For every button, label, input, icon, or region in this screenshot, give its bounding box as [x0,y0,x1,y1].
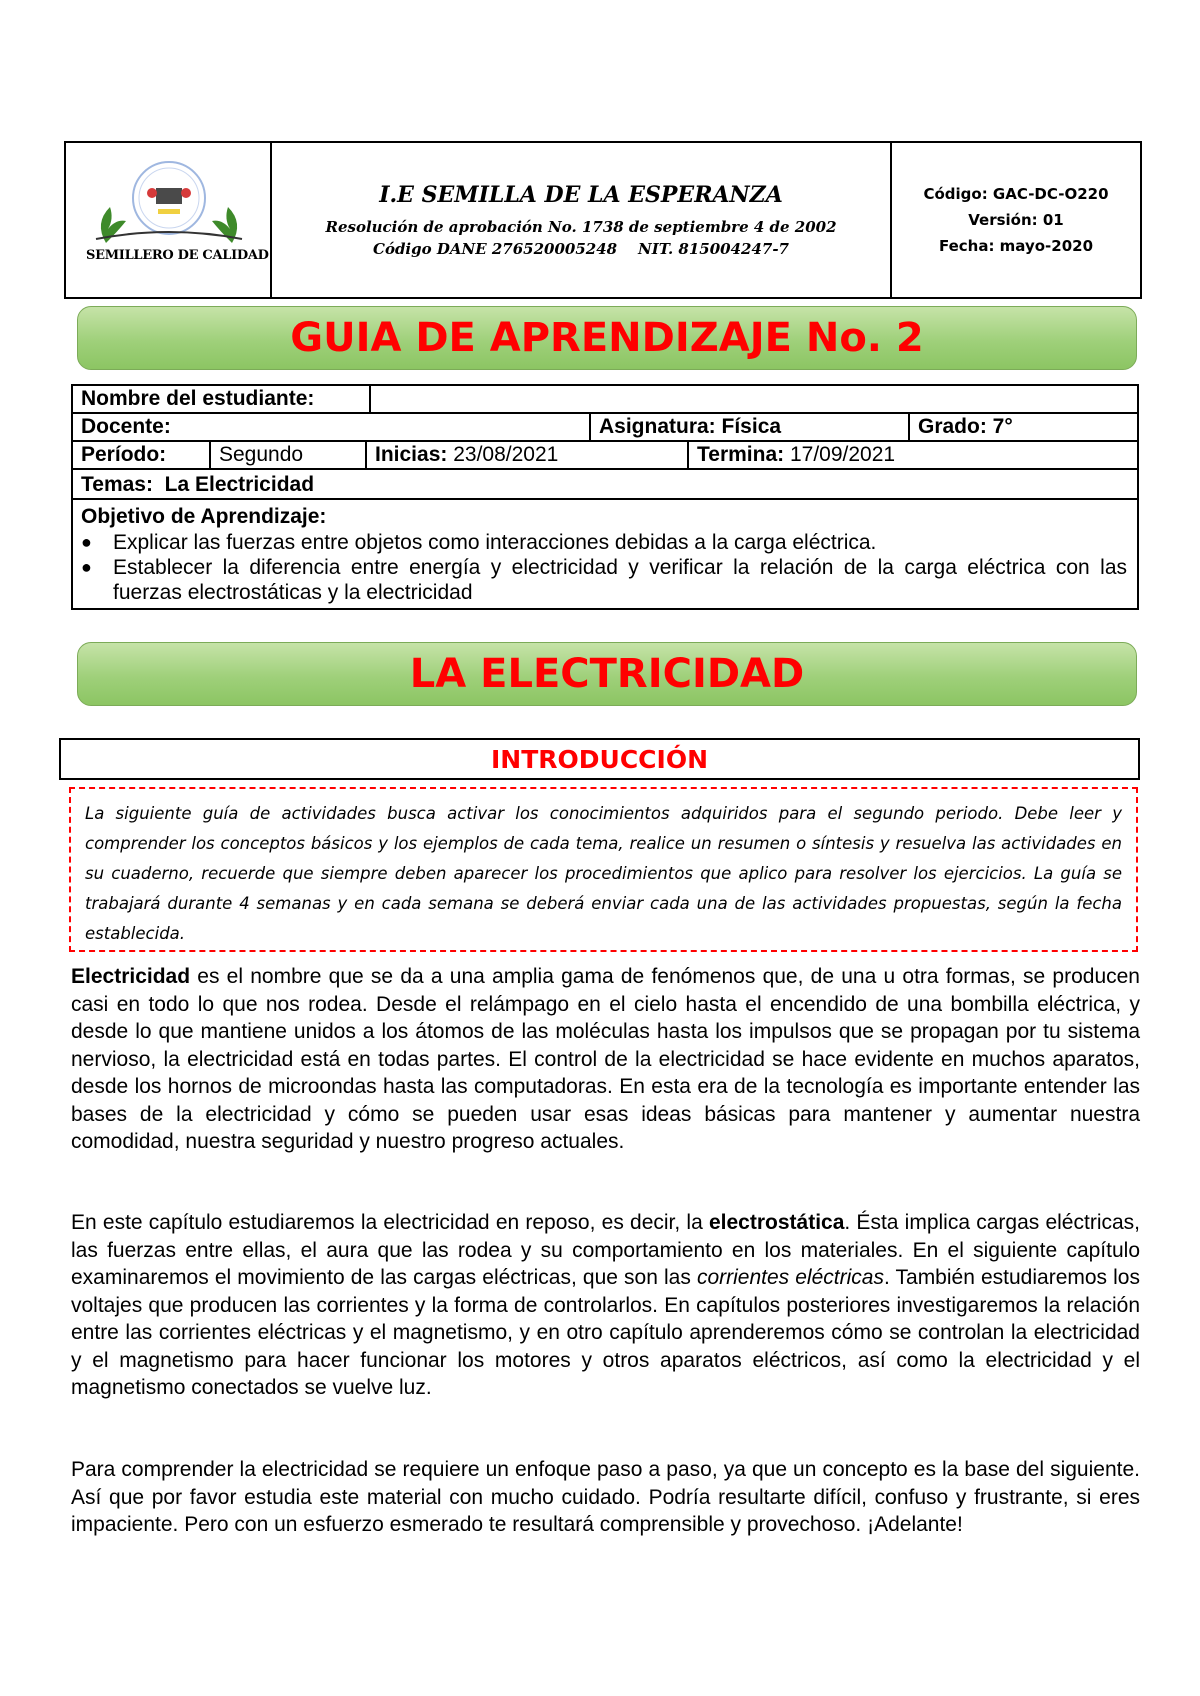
end-value: 17/09/2021 [789,443,896,466]
logo-caption: SEMILLERO DE CALIDAD [86,248,269,263]
intro-text: La siguiente guía de actividades busca activar los conocimientos adquiridos para el segundo periodo. Debe leer y comprender los conceptos básicos y los ejemplos de cada tema, realice un resumen o síntesis y resuelva las actividades en su cuaderno, recuerde que siempre deben aparecer los procedimientos que aplico para resolver los ejercicios. La guía se trabajará durante 4 semanas y en cada semana se deberá enviar cada una de las actividades propuestas, según la fecha establecida. [85,804,1122,943]
student-label: Nombre del estudiante: [81,387,315,410]
document-meta [892,143,1140,297]
subject-label: Asignatura: Física [589,414,908,440]
start-value: 23/08/2021 [453,443,559,466]
intro-box [69,787,1138,952]
grade-label: Grado: 7° [908,414,1137,440]
student-row [73,386,1137,414]
guide-title-banner [77,306,1137,370]
objective-item [81,555,1127,605]
objective-label: Objetivo de Aprendizaje: [81,505,327,528]
paragraph-1 [71,963,1140,1156]
dane-line: Código DANE 276520005248 NIT. 815004247-7 [373,240,789,258]
paragraph-3 [71,1456,1140,1539]
objective-item [81,530,1127,555]
topics-row [73,470,1137,500]
intro-heading [59,738,1140,780]
period-value: Segundo [209,442,365,468]
paragraph-text: En este capítulo estudiaremos la electricidad en reposo, es decir, la [71,1211,709,1234]
paragraph-text: es el nombre que se da a una amplia gama de fenómenos que, de una u otra formas, se producen casi en todo lo que nos rodea. Desde el relámpago en el cielo hasta el encendido de una bombilla eléctrica, y desde lo que mantiene unidos a los átomos de las moléculas hasta los impulsos que se propagan por tu sistema nervioso, la electricidad está en todas partes. El control de la electricidad se hace evidente en muchos aparatos, desde los hornos de microondas hasta las computadoras. En esta era de la tecnología es importante entender las bases de la electricidad y cómo se pueden usar esas ideas básicas para mantener y aumentar nuestra comodidad, nuestra seguridad y nuestro progreso actuales. [71,965,1140,1153]
end-date [687,442,1137,468]
school-emblem-icon [66,143,272,297]
resolution-line: Resolución de aprobación No. 1738 de septiembre 4 de 2002 [325,218,837,236]
start-label: Inicias: [375,443,448,466]
paragraph-text: Para comprender la electricidad se requiere un enfoque paso a paso, ya que un concepto es la base del siguiente. Así que por favor estudia este material con mucho cuidado. Podría resultarte difícil, confuso y frustrante, si eres impaciente. Pero con un esfuerzo esmerado te resultará comprensible y provechoso. ¡Adelante! [71,1458,1140,1536]
term-electrostatica: electrostática [708,1211,845,1234]
topics-label: Temas: La Electricidad [81,473,315,496]
term-corrientes: corrientes eléctricas [696,1266,884,1289]
bullet-icon: ● [81,557,92,577]
guide-title: GUIA DE APRENDIZAJE No. 2 [290,315,924,361]
document-version: Versión: 01 [968,211,1064,229]
intro-title: INTRODUCCIÓN [490,744,708,774]
document-date: Fecha: mayo-2020 [938,237,1094,255]
objectives-section [73,504,1137,605]
teacher-label: Docente: [81,415,171,438]
period-row [73,442,1137,470]
objective-text: Establecer la diferencia entre energía y electricidad y verificar la relación de la carga eléctrica con las fuerzas electrostáticas y la electricidad [113,556,1127,604]
school-logo [66,143,272,297]
paragraph-text: . Ésta implica cargas eléctricas, las fuerzas entre ellas, el aura que las rodea y su comportamiento en los materiales. En el siguiente capítulo examinaremos el movimiento de las cargas eléctricas, que son las [71,1211,1140,1289]
school-name: I.E SEMILLA DE LA ESPERANZA [379,182,783,208]
objective-text: Explicar las fuerzas entre objetos como interacciones debidas a la carga eléctrica. [113,531,877,554]
term-electricidad: Electricidad [71,965,191,988]
paragraph-2 [71,1209,1140,1402]
school-info [272,143,892,297]
document-code: Código: GAC-DC-O220 [923,185,1109,203]
start-date [365,442,687,468]
end-label: Termina: [697,443,785,466]
teacher-row [73,414,1137,442]
section-title-banner [77,642,1137,706]
document-header [64,141,1142,299]
period-label: Período: [81,443,167,466]
student-info-table [71,384,1139,610]
paragraph-text: . También estudiaremos los voltajes que producen las corrientes y la forma de controlarlos. En capítulos posteriores investigaremos la relación entre las corrientes eléctricas y el magnetismo, y en otro capítulo aprenderemos cómo se controlan la electricidad y el magnetismo para hacer funcionar los motores y otros aparatos eléctricos, así como la electricidad y el magnetismo conectados se vuelve luz. [71,1266,1140,1399]
section-title: LA ELECTRICIDAD [409,651,805,697]
student-name-field[interactable] [369,386,1137,412]
bullet-icon: ● [81,532,92,552]
